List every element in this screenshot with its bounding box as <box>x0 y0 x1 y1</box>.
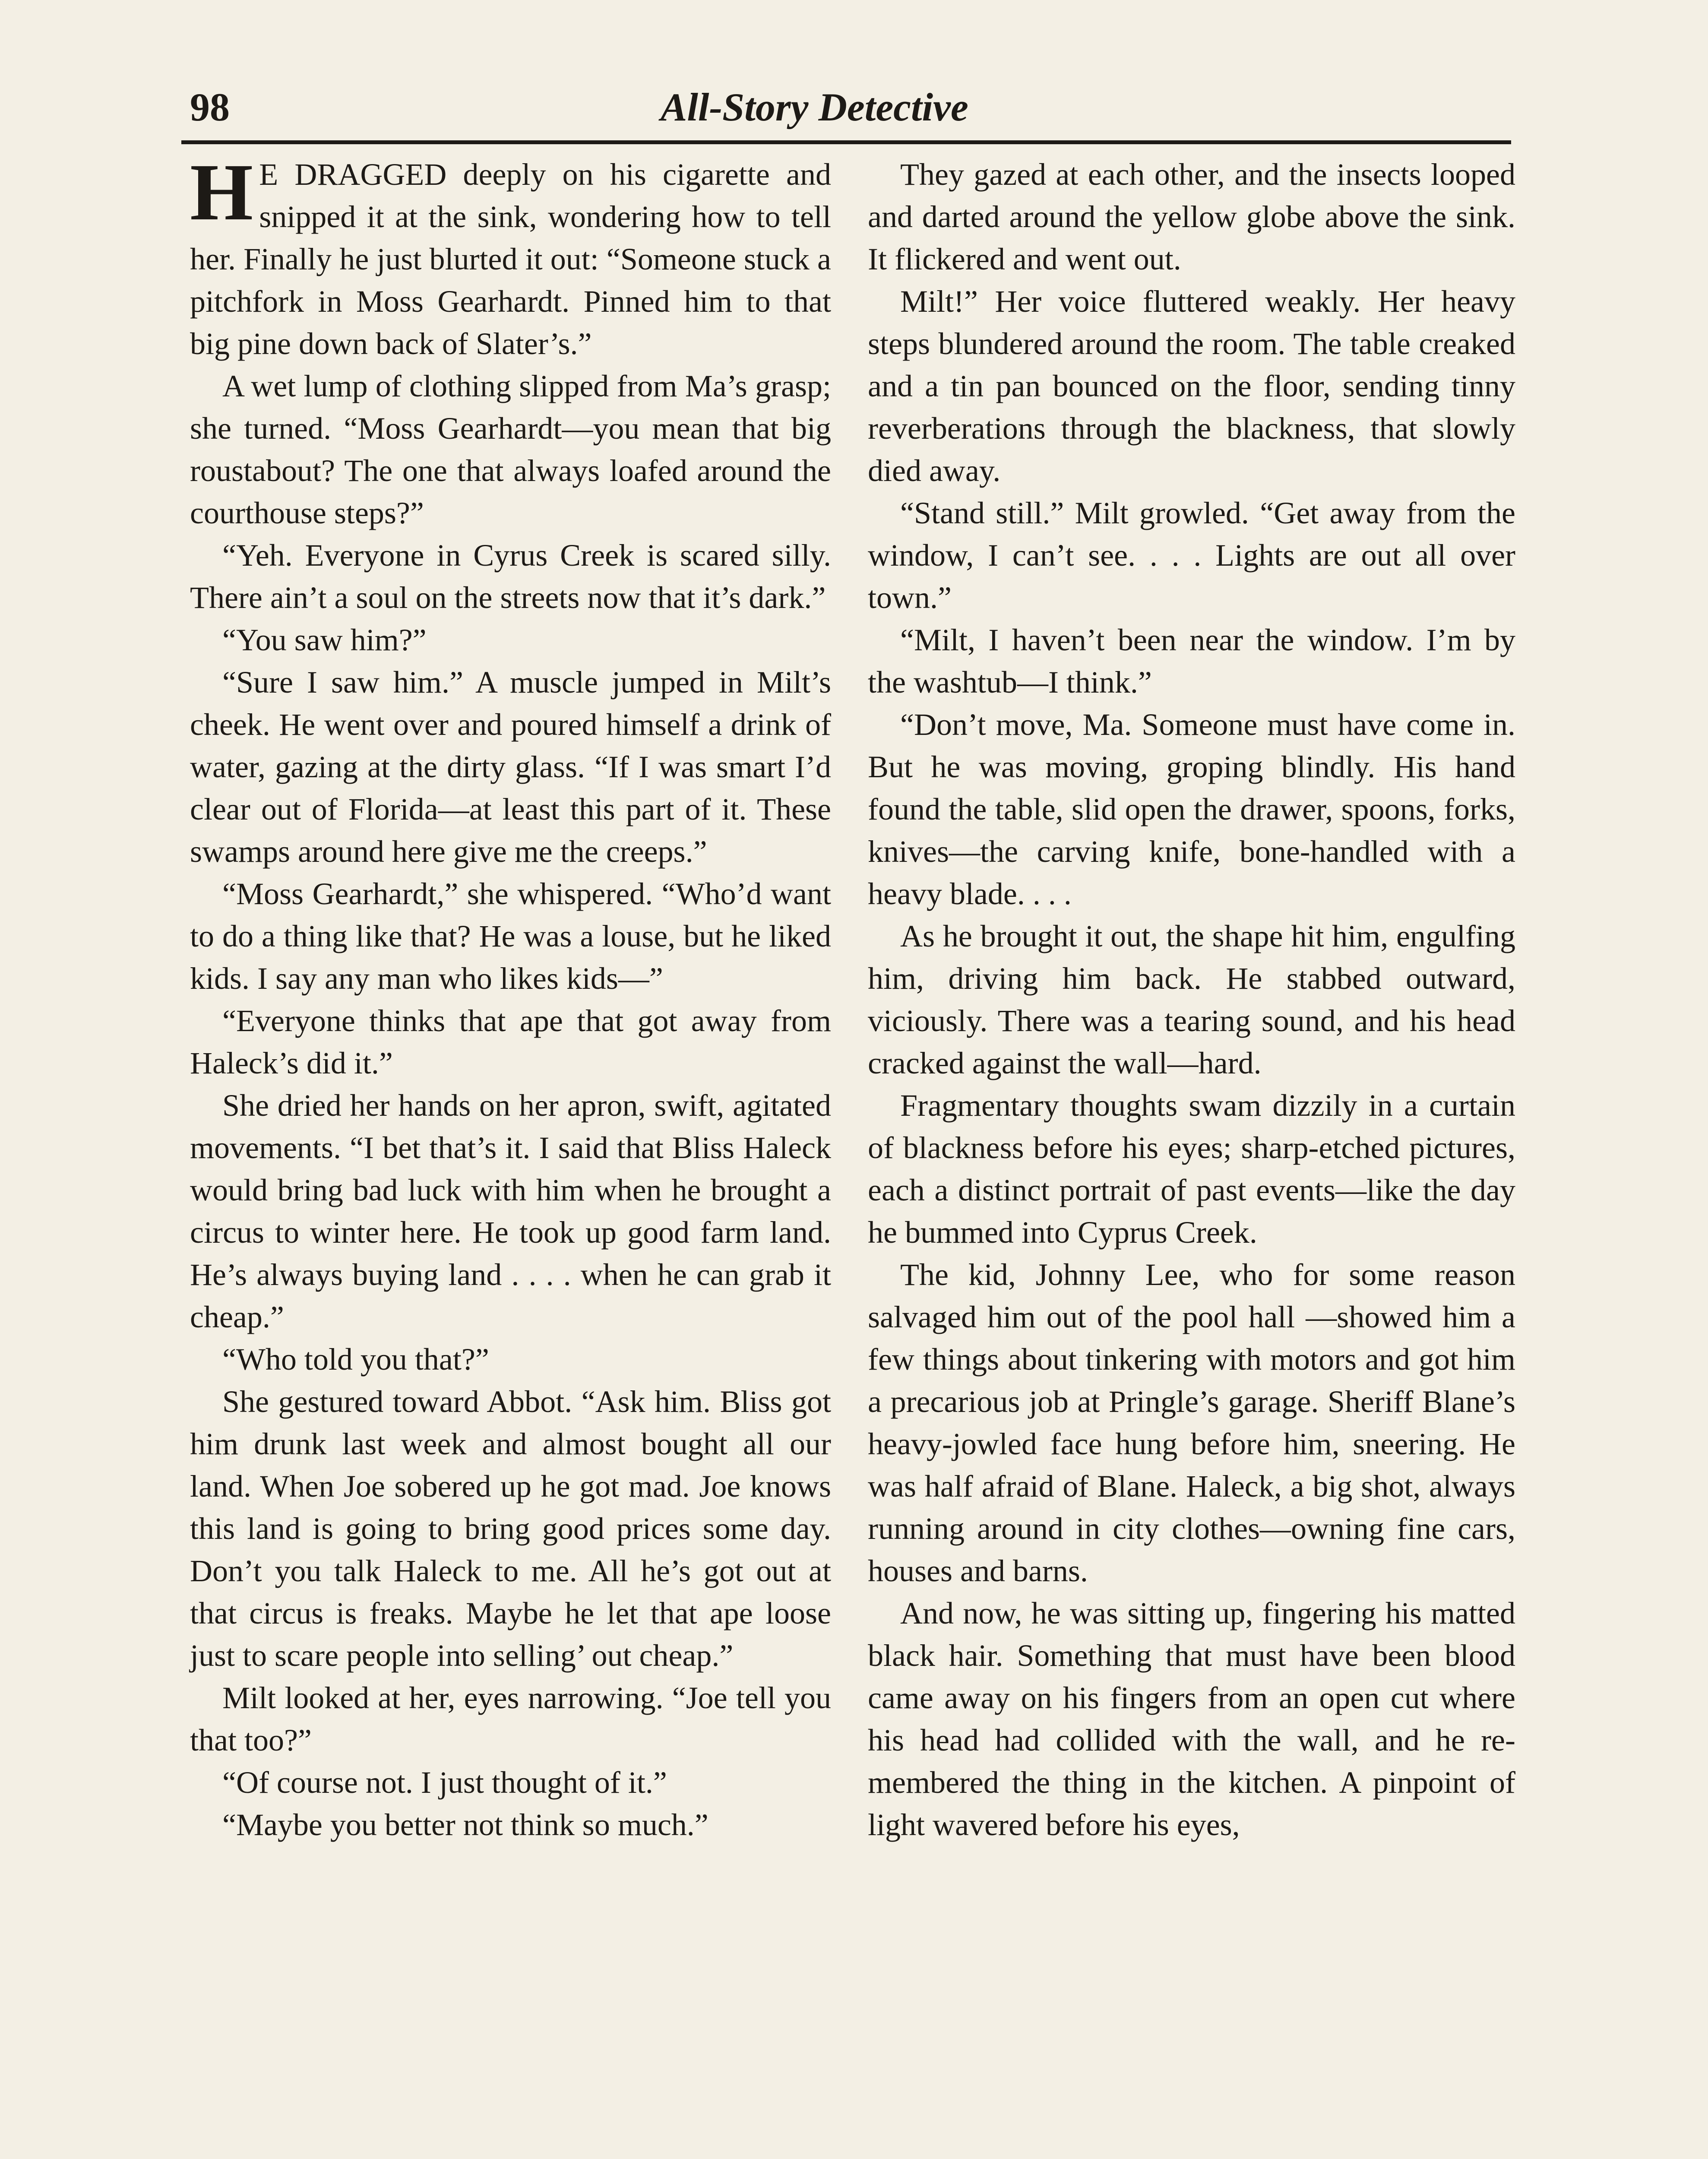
drop-cap: H <box>190 147 253 237</box>
paragraph: She gestured toward Abbot. “Ask him. Bliss got him drunk last week and almost bought all our land. When Joe sobered up he got mad. Joe knows this land is going to bring good prices some day. Don’t you talk Haleck to me. All he’s got out at that circus is freaks. Maybe he let that ape loose just to scare people into selling’ out cheap.” <box>190 1384 831 1673</box>
paragraph: “Yeh. Everyone in Cyrus Creek is scared silly. There ain’t a soul on the streets now that it’s dark.” <box>190 538 831 615</box>
paragraph: “Sure I saw him.” A muscle jumped in Milt’s cheek. He went over and poured himself a drink of water, gazing at the dirty glass. “If I was smart I’d clear out of Florida—at least this part of it. These swamps around here give me the creeps.” <box>190 665 831 869</box>
paragraph: “Moss Gearhardt,” she whispered. “Who’d want to do a thing like that? He was a louse, but he liked kids. I say any man who likes kids—” <box>190 877 831 996</box>
paragraph: Milt!” Her voice fluttered weakly. Her heavy steps blundered around the room. The table creaked and a tin pan bounced on the floor, sending tinny reverberations through the blackness, that slowly died away. <box>868 284 1515 488</box>
paragraph: A wet lump of clothing slipped from Ma’s grasp; she turned. “Moss Gearhardt—you mean that big roustabout? The one that always loafed around the courthouse steps?” <box>190 369 831 530</box>
paragraph: “Stand still.” Milt growled. “Get away from the window, I can’t see. . . . Lights are out all over town.” <box>868 496 1515 615</box>
paragraph: The kid, Johnny Lee, who for some reason salvaged him out of the pool hall —showed him a few things about tinkering with motors and got him a precarious job at Pringle’s garage. Sheriff Blane’s heavy-jowled face hung before him, sneering. He was half afraid of Blane. Haleck, a big shot, always running around in city clothes—owning fine cars, houses and barns. <box>868 1257 1515 1588</box>
paragraph: “Maybe you better not think so much.” <box>222 1808 709 1842</box>
right-column <box>868 153 1515 1846</box>
paragraph: “You saw him?” <box>222 623 427 657</box>
paragraph: “Who told you that?” <box>222 1342 489 1377</box>
left-column <box>190 147 831 1846</box>
paragraph: “Of course not. I just thought of it.” <box>222 1765 667 1800</box>
magazine-title: All-Story Detective <box>661 85 968 129</box>
paragraph: Fragmentary thoughts swam dizzily in a curtain of blackness before his eyes; sharp-etched pictures, each a distinct portrait of past events—like the day he bummed into Cyprus Creek. <box>868 1088 1515 1250</box>
paragraph: As he brought it out, the shape hit him, engulfing him, driving him back. He stabbed outward, viciously. There was a tearing sound, and his head cracked against the wall—hard. <box>868 919 1515 1080</box>
page-header <box>181 84 1511 145</box>
paragraph: “Don’t move, Ma. Someone must have come in. But he was moving, groping blindly. His hand found the table, slid open the drawer, spoons, forks, knives—the carving knife, bone-handled with a heavy blade. . . . <box>868 707 1515 911</box>
opening-text: E DRAGGED deeply on his cigarette and snipped it at the sink, wondering how to tell her. Finally he just blurted it out: “Someone stuck a pitchfork in Moss Gearhardt. Pinned him to that big pine down back of Slater’s.” <box>190 157 831 361</box>
paragraph: They gazed at each other, and the insects looped and darted around the yellow globe above the sink. It flickered and went out. <box>868 157 1515 276</box>
paragraph: And now, he was sitting up, fingering his matted black hair. Something that must have been blood came away on his fingers from an open cut where his head had collided with the wall, and he remembered the thing in the kitchen. A pinpoint of light wavered before his eyes, <box>868 1596 1515 1842</box>
paragraph: She dried her hands on her apron, swift, agitated movements. “I bet that’s it. I said that Bliss Haleck would bring bad luck with him when he brought a circus to winter here. He took up good farm land. He’s always buying land . . . . when he can grab it cheap.” <box>190 1088 831 1334</box>
page-number: 98 <box>190 85 230 129</box>
paragraph: “Everyone thinks that ape that got away from Haleck’s did it.” <box>190 1004 831 1080</box>
paragraph: “Milt, I haven’t been near the window. I’m by the washtub—I think.” <box>868 623 1515 700</box>
header-rule <box>181 140 1511 144</box>
opening-paragraph <box>190 147 831 365</box>
paragraph: Milt looked at her, eyes narrowing. “Joe tell you that too?” <box>190 1681 831 1757</box>
